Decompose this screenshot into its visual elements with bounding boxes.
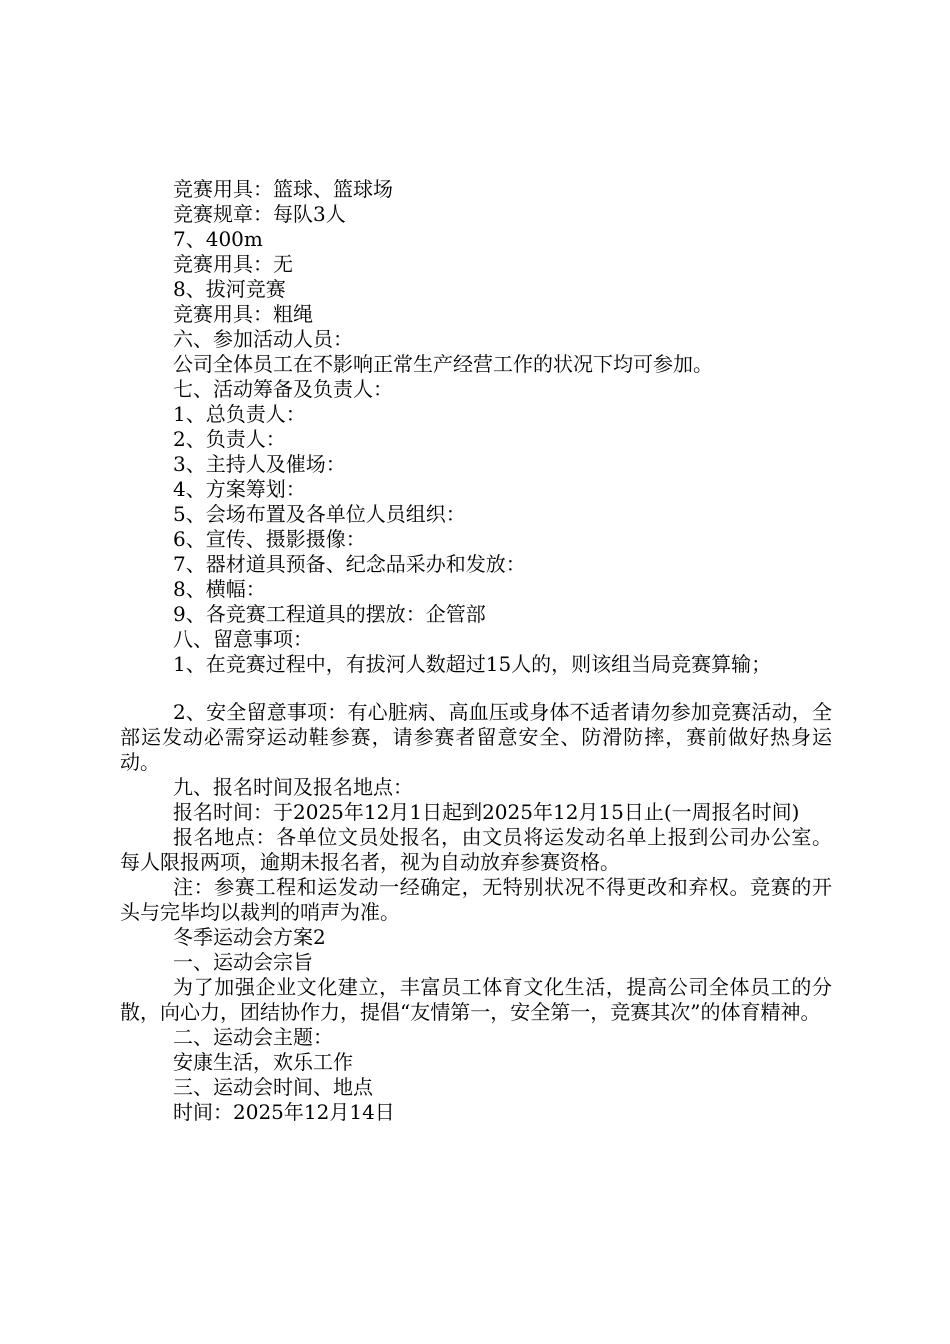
list-item: 2、安全留意事项：有心脏病、高血压或身体不适者请勿参加竞赛活动，全部运发动必需穿运动鞋参赛，请参赛者留意安全、防滑防摔，赛前做好热身运动。: [120, 700, 832, 774]
list-item: 4、方案筹划：: [173, 477, 306, 501]
paragraph: 8、拔河竞赛: [173, 277, 286, 301]
section-heading: 七、活动筹备及负责人：: [173, 377, 393, 401]
paragraph: 竞赛用具：粗绳: [173, 302, 313, 326]
document-body: [120, 177, 832, 1125]
paragraph: 竞赛规章：每队3人: [173, 202, 346, 226]
list-item: 3、主持人及催场：: [173, 452, 346, 476]
section-heading: 一、运动会宗旨: [173, 950, 313, 974]
list-item: 5、会场布置及各单位人员组织：: [173, 502, 466, 526]
list-item: 7、器材道具预备、纪念品采办和发放：: [173, 552, 526, 576]
list-item: 1、总负责人：: [173, 402, 306, 426]
paragraph: 注：参赛工程和运发动一经确定，无特别状况不得更改和弃权。竞赛的开头与完毕均以裁判的哨声为准。: [120, 875, 832, 924]
paragraph: 报名时间：于2025年12月1日起到2025年12月15日止(一周报名时间): [173, 800, 800, 824]
list-item: 8、横幅：: [173, 577, 266, 601]
paragraph: 为了加强企业文化建立，丰富员工体育文化生活，提高公司全体员工的分散，向心力，团结协作力，提倡“友情第一，安全第一，竞赛其次”的体育精神。: [120, 975, 832, 1024]
section-heading: 九、报名时间及报名地点：: [173, 775, 413, 799]
paragraph: 安康生活，欢乐工作: [173, 1050, 353, 1074]
paragraph: 时间：2025年12月14日: [173, 1100, 395, 1124]
list-item: 1、在竞赛过程中，有拔河人数超过15人的，则该组当局竞赛算输；: [173, 652, 772, 676]
list-item: 6、宣传、摄影摄像：: [173, 527, 366, 551]
list-item: 9、各竞赛工程道具的摆放：企管部: [173, 602, 486, 626]
paragraph-gap: [120, 677, 832, 700]
list-item: 2、负责人：: [173, 427, 286, 451]
paragraph: 竞赛用具：篮球、篮球场: [173, 177, 393, 201]
section-heading: 八、留意事项：: [173, 627, 313, 651]
section-heading: 三、运动会时间、地点: [173, 1075, 373, 1099]
section-heading: 六、参加活动人员：: [173, 327, 353, 351]
document-title: 冬季运动会方案2: [173, 925, 326, 949]
paragraph: 竞赛用具：无: [173, 252, 293, 276]
paragraph: 7、400m: [173, 227, 263, 251]
paragraph: 报名地点：各单位文员处报名，由文员将运发动名单上报到公司办公室。每人限报两项，逾期未报名者，视为自动放弃参赛资格。: [120, 825, 832, 874]
paragraph: 公司全体员工在不影响正常生产经营工作的状况下均可参加。: [173, 352, 713, 376]
section-heading: 二、运动会主题：: [173, 1025, 333, 1049]
